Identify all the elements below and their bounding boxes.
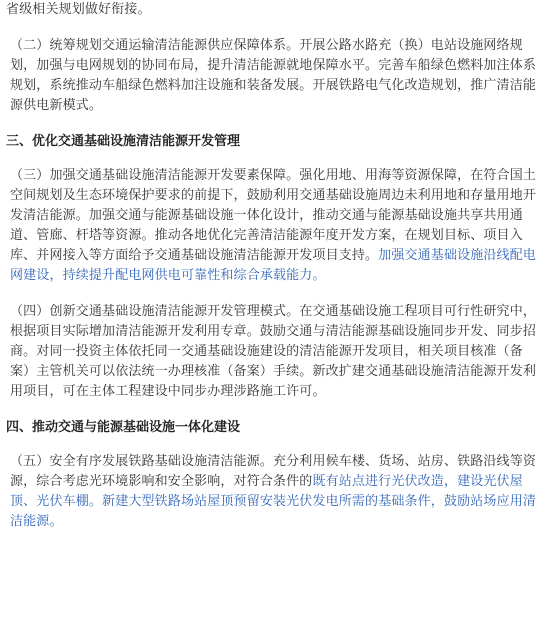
paragraph-section-4 — [6, 302, 547, 402]
text-line — [10, 512, 547, 532]
text-line: 发清洁能源。加强交通与能源基础设施一体化设计，推动交通与能源基础设施共享共用通 — [10, 208, 523, 223]
text-line: 根据项目实际增加清洁能源开发利用专章。鼓励交通与清洁能源基础设施同步开发、同步招 — [10, 324, 537, 339]
section-heading-4: 四、推动交通与能源基础设施一体化建设 — [6, 420, 241, 435]
section-heading-3: 三、优化交通基础设施清洁能源开发管理 — [6, 134, 241, 149]
highlighted-text: 既有站点进行光伏改造，建设光伏屋 — [312, 474, 523, 489]
paragraph-section-5 — [6, 452, 547, 532]
text-line — [10, 266, 547, 286]
text-line: （四）创新交通基础设施清洁能源开发管理模式。在交通基础设施工程项目可行性研究中， — [10, 304, 537, 319]
text-line: 空间规划及生态环境保护要求的前提下，鼓励利用交通基础设施周边未利用地和存量用地开 — [10, 188, 537, 203]
text-line: 划，加强与电网规划的协同布局，提升清洁能源就地保障水平。完善车船绿色燃料加注体系 — [10, 58, 537, 73]
text-line: 省级相关规划做好衔接。 — [6, 2, 151, 17]
text-line: 商。对同一投资主体依托同一交通基础设施建设的清洁能源开发项目，相关项目核准（备 — [10, 344, 523, 359]
paragraph-section-2 — [6, 36, 547, 116]
text-line: 库、并网接入等方面给予交通基础设施清洁能源开发项目支持。加强交通基础设施沿线配电 — [10, 248, 537, 263]
text-line: 案）主管机关可以依法统一办理核准（备案）手续。新改扩建交通基础设施清洁能源开发利 — [10, 364, 537, 379]
highlighted-text: 洁能源。 — [10, 514, 63, 529]
text-line: （五）安全有序发展铁路基础设施清洁能源。充分利用候车楼、货场、站房、铁路沿线等资 — [10, 454, 537, 469]
text-line: 规划，系统推动车船绿色燃料加注设施和装备发展。开展铁路电气化改造规划，推广清洁能 — [10, 78, 537, 93]
paragraph-intro-tail — [6, 0, 547, 20]
paragraph-section-3 — [6, 166, 547, 286]
text-line: （三）加强交通基础设施清洁能源开发要素保障。强化用地、用海等资源保障，在符合国土 — [10, 168, 537, 183]
highlighted-text: 顶、光伏车棚。新建大型铁路场站屋顶预留安装光伏发电所需的基础条件，鼓励站场应用清 — [10, 494, 537, 509]
text-line: （二）统筹规划交通运输清洁能源供应保障体系。开展公路水路充（换）电站设施网络规 — [10, 38, 523, 53]
highlighted-text: 网建设，持续提升配电网供电可靠性和综合承载能力。 — [10, 268, 326, 283]
text-line: 源，综合考虑光环境影响和安全影响，对符合条件的既有站点进行光伏改造，建设光伏屋 — [10, 474, 523, 489]
highlighted-text: 加强交通基础设施沿线配电 — [378, 248, 537, 263]
text-line: 道、管廊、杆塔等资源。推动各地优化完善清洁能源年度开发方案，在规划目标、项目入 — [10, 228, 523, 243]
text-line: 用项目，可在主体工程建设中同步办理涉路施工许可。 — [10, 384, 326, 399]
text-line: 源供电新模式。 — [10, 98, 103, 113]
text-line — [10, 492, 547, 512]
